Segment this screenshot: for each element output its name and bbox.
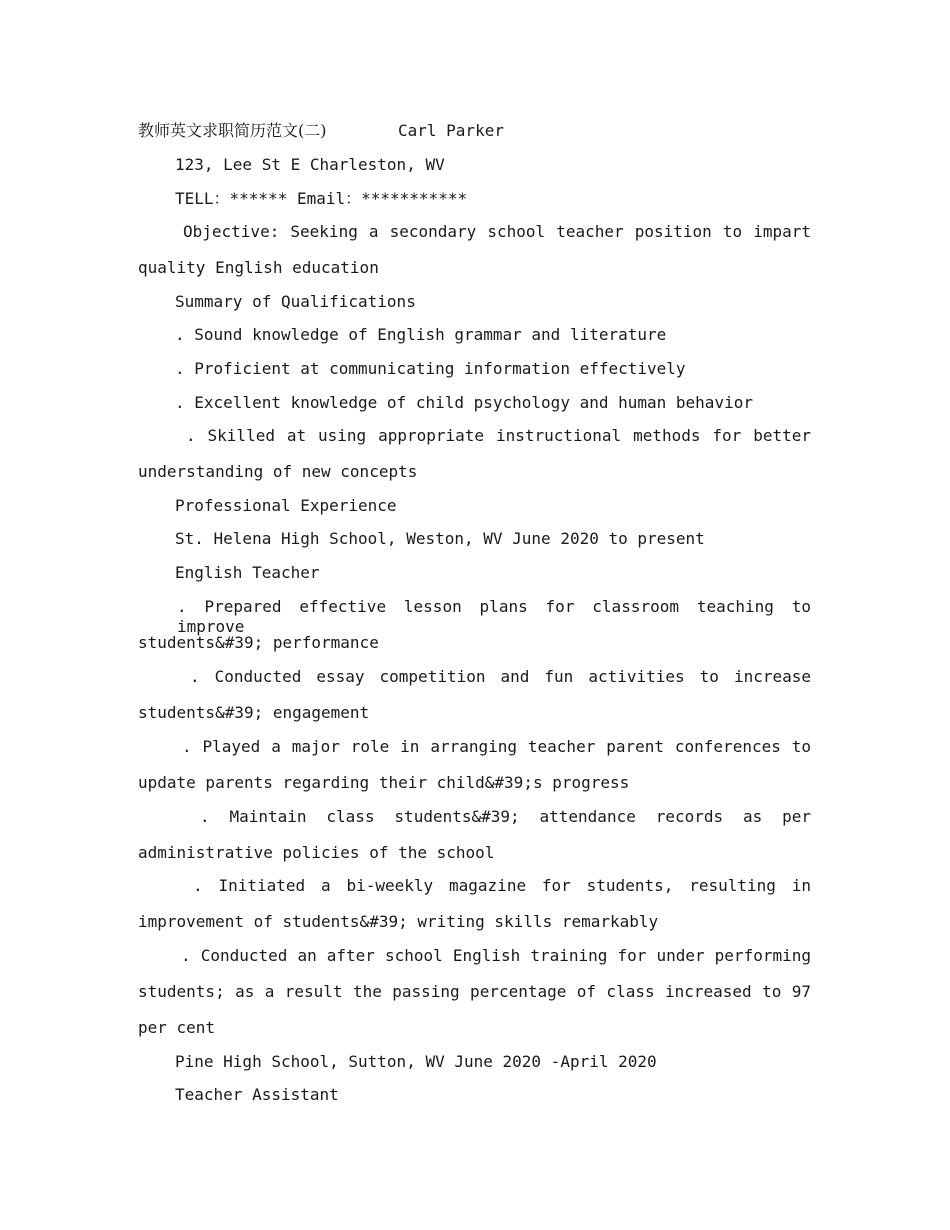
job1-duty-6-line-2: students; as a result the passing percentage of class increased to 97 <box>138 982 811 1001</box>
contact-line: TELL：****** Email：*********** <box>175 189 468 208</box>
objective-line-1: Objective: Seeking a secondary school teacher position to impart <box>183 222 811 241</box>
job1-duty-1-line-1: . Prepared effective lesson plans for classroom teaching to improve <box>177 597 811 636</box>
objective-line-2: quality English education <box>138 258 379 277</box>
job1-duty-5-line-2: improvement of students&#39; writing skills remarkably <box>138 912 659 931</box>
summary-item: . Proficient at communicating information effectively <box>175 359 686 378</box>
job1-duty-1-line-2: students&#39; performance <box>138 633 379 652</box>
job1-duty-2-line-1: . Conducted essay competition and fun activities to increase <box>190 667 811 686</box>
summary-heading: Summary of Qualifications <box>175 292 416 311</box>
experience-heading: Professional Experience <box>175 496 397 515</box>
job1-duty-5-line-1: . Initiated a bi-weekly magazine for students, resulting in <box>193 876 811 895</box>
job1-duty-2-line-2: students&#39; engagement <box>138 703 370 722</box>
job1-duty-3-line-1: . Played a major role in arranging teacher parent conferences to <box>182 737 811 756</box>
job1-employer: St. Helena High School, Weston, WV June 2020 to present <box>175 529 705 548</box>
job1-duty-6-line-1: . Conducted an after school English training for under performing <box>181 946 811 965</box>
candidate-name: Carl Parker <box>398 121 504 140</box>
resume-title: 教师英文求职简历范文(二) <box>138 121 327 140</box>
summary-item: . Excellent knowledge of child psychology and human behavior <box>175 393 753 412</box>
job1-duty-6-line-3: per cent <box>138 1018 216 1037</box>
job1-duty-3-line-2: update parents regarding their child&#39;s progress <box>138 773 630 792</box>
job2-role: Teacher Assistant <box>175 1085 339 1104</box>
job1-duty-4-line-2: administrative policies of the school <box>138 843 495 862</box>
job1-role: English Teacher <box>175 563 320 582</box>
summary-item: . Sound knowledge of English grammar and literature <box>175 325 667 344</box>
address-line: 123, Lee St E Charleston, WV <box>175 155 445 174</box>
summary-item-4-line-2: understanding of new concepts <box>138 462 418 481</box>
summary-item-4-line-1: . Skilled at using appropriate instructional methods for better <box>186 426 811 445</box>
job1-duty-4-line-1: . Maintain class students&#39; attendance records as per <box>200 807 811 826</box>
job2-employer: Pine High School, Sutton, WV June 2020 -April 2020 <box>175 1052 657 1071</box>
